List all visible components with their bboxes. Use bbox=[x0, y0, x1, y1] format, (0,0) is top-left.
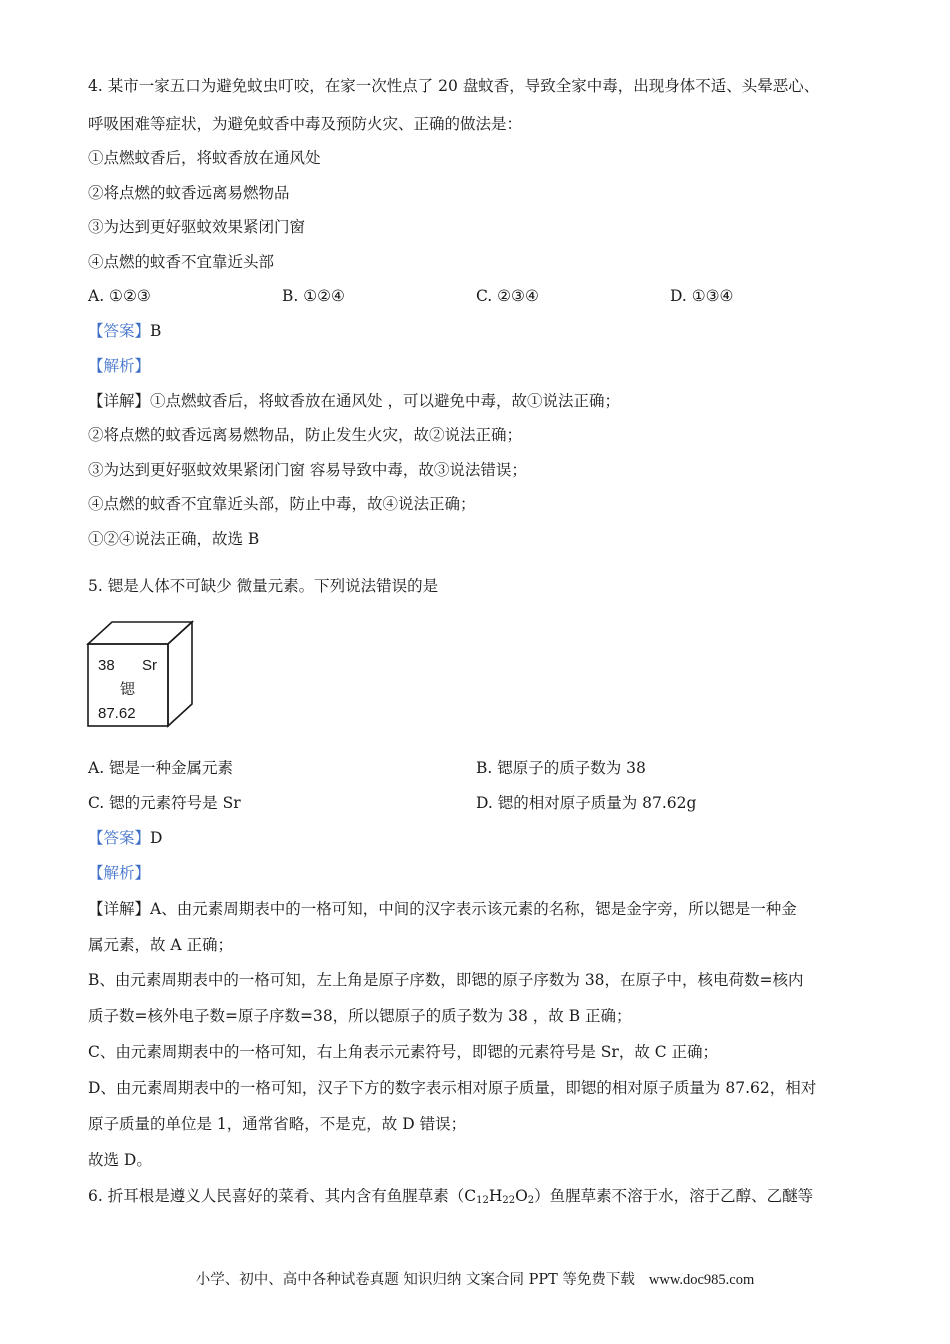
q4-detail-line: ④点燃的蚊香不宜靠近头部，防止中毒，故④说法正确； bbox=[88, 495, 476, 513]
q4-answer: B bbox=[150, 322, 162, 340]
q4-item-3: ③为达到更好驱蚊效果紧闭门窗 bbox=[88, 218, 306, 236]
q4-item-1: ①点燃蚊香后，将蚊香放在通风处 bbox=[88, 149, 321, 167]
q5-option-a: A. 锶是一种金属元素 bbox=[88, 759, 234, 777]
q4-item-4: ④点燃的蚊香不宜靠近头部 bbox=[88, 253, 275, 271]
q6-formula-sub: 12 bbox=[476, 1195, 489, 1206]
q4-detail-line: ①②④说法正确，故选 B bbox=[88, 530, 260, 548]
q4-option-a: A. ①②③ bbox=[88, 287, 151, 305]
q4-item-2: ②将点燃的蚊香远离易燃物品 bbox=[88, 184, 290, 202]
q4-detail-line: ①点燃蚊香后，将蚊香放在通风处 ，可以避免中毒，故①说法正确； bbox=[150, 392, 620, 410]
q4-detail-line: ③为达到更好驱蚊效果紧闭门窗 容易导致中毒，故③说法错误； bbox=[88, 461, 527, 479]
q5-answer-tag: 【答案】 bbox=[88, 829, 151, 847]
q5-detail-line: 故选 D。 bbox=[88, 1151, 152, 1169]
q5-analysis-tag: 【解析】 bbox=[88, 864, 151, 882]
footer-text: 小学、初中、高中各种试卷真题 知识归纳 文案合同 PPT 等免费下载 bbox=[195, 1272, 635, 1288]
q6-formula-part: H bbox=[488, 1187, 503, 1205]
q4-answer-row bbox=[88, 320, 161, 342]
element-cube-figure bbox=[86, 620, 196, 730]
q5-stem: 5. 锶是人体不可缺少 微量元素。下列说法错误的是 bbox=[88, 577, 439, 595]
q4-stem-line1: 4. 某市一家五口为避免蚊虫叮咬，在家一次性点了 20 盘蚊香，导致全家中毒，出现身体不适、头晕恶心、 bbox=[88, 77, 820, 95]
cube-top-face bbox=[88, 622, 192, 644]
q5-detail-line: 原子质量的单位是 1，通常省略，不是克，故 D 错误； bbox=[88, 1115, 467, 1133]
element-mass: 87.62 bbox=[98, 705, 136, 722]
cube-side-face bbox=[168, 622, 192, 726]
q5-detail-row-1 bbox=[88, 898, 797, 920]
q5-detail-line: 属元素，故 A 正确； bbox=[88, 936, 234, 954]
q6-stem-part: 6. 折耳根是遵义人民喜好的菜肴、其内含有鱼腥草素（C bbox=[88, 1187, 477, 1205]
q5-detail-line: B、由元素周期表中的一格可知，左上角是原子序数，即锶的原子序数为 38，在原子中，核电荷数=核内 bbox=[88, 971, 804, 989]
q4-option-c: C. ②③④ bbox=[476, 287, 539, 305]
q4-detail-tag: 【详解】 bbox=[88, 392, 151, 410]
q6-stem bbox=[88, 1185, 813, 1212]
q4-answer-tag: 【答案】 bbox=[88, 322, 151, 340]
q5-option-b: B. 锶原子的质子数为 38 bbox=[476, 759, 646, 777]
q6-stem-part: ）鱼腥草素不溶于水，溶于乙醇、乙醚等 bbox=[534, 1187, 814, 1205]
q5-answer-row bbox=[88, 827, 162, 849]
q5-option-d: D. 锶的相对原子质量为 87.62g bbox=[476, 794, 697, 812]
q4-detail-line: ②将点燃的蚊香远离易燃物品，防止发生火灾，故②说法正确； bbox=[88, 426, 523, 444]
q4-analysis-tag: 【解析】 bbox=[88, 357, 151, 375]
q4-option-d: D. ①③④ bbox=[670, 287, 734, 305]
footer-url[interactable]: www.doc985.com bbox=[648, 1272, 755, 1288]
q5-detail-line: A、由元素周期表中的一格可知，中间的汉字表示该元素的名称，锶是金字旁，所以锶是一种金 bbox=[150, 900, 797, 918]
element-name: 锶 bbox=[120, 681, 136, 698]
page-footer bbox=[0, 1268, 950, 1289]
q5-option-c: C. 锶的元素符号是 Sr bbox=[88, 794, 241, 812]
q6-formula-sub: 22 bbox=[502, 1195, 516, 1206]
q5-detail-tag: 【详解】 bbox=[88, 900, 151, 918]
q5-detail-line: 质子数=核外电子数=原子序数=38，所以锶原子的质子数为 38 ，故 B 正确； bbox=[88, 1007, 632, 1025]
q4-detail-row-1 bbox=[88, 390, 620, 412]
q4-stem-line2: 呼吸困难等症状，为避免蚊香中毒及预防火灾、正确的做法是： bbox=[88, 115, 523, 133]
element-atomic-number: 38 bbox=[98, 657, 115, 674]
q5-answer: D bbox=[150, 829, 163, 847]
q4-option-b: B. ①②④ bbox=[282, 287, 345, 305]
q6-formula-part: O bbox=[515, 1187, 528, 1205]
q5-detail-line: C、由元素周期表中的一格可知，右上角表示元素符号，即锶的元素符号是 Sr，故 C 正确； bbox=[88, 1043, 719, 1061]
q5-detail-line: D、由元素周期表中的一格可知，汉子下方的数字表示相对原子质量，即锶的相对原子质量为 87.62，相对 bbox=[88, 1079, 817, 1097]
element-symbol: Sr bbox=[142, 657, 157, 674]
q6-formula-sub: 2 bbox=[527, 1195, 535, 1206]
